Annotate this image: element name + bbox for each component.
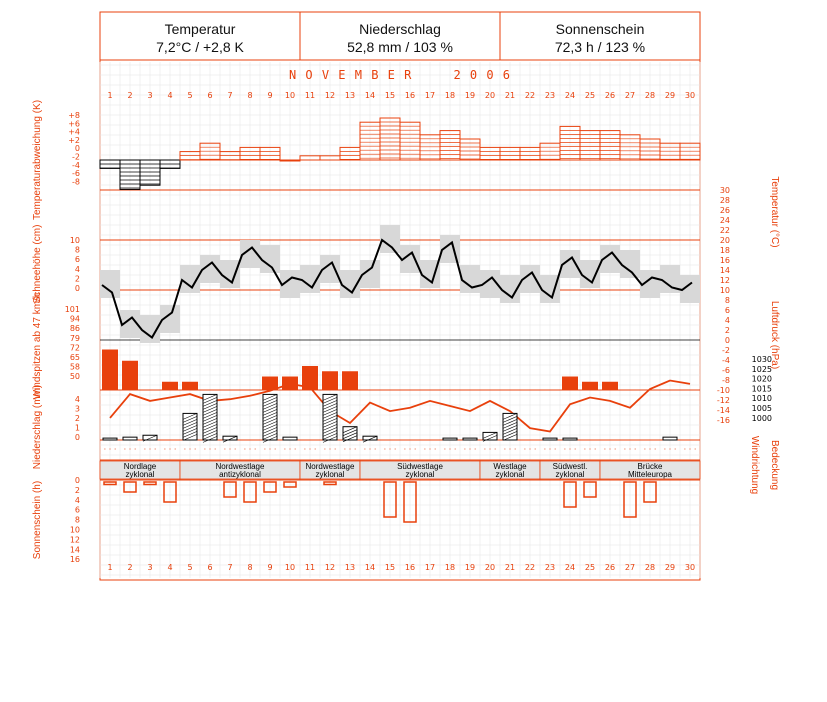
day-label-bottom: 6 (207, 563, 213, 572)
sun-tick: 2 (74, 485, 80, 495)
axis-title-snow: Schneehöhe (cm) (32, 224, 43, 304)
day-label-top: 17 (424, 91, 436, 100)
sun-tick: 4 (74, 495, 80, 505)
pressure-tick: 1005 (751, 404, 772, 413)
sun-tick: 16 (69, 555, 80, 565)
day-label-bottom: 3 (147, 563, 153, 572)
wind-tick: 72 (69, 343, 80, 353)
day-label-bottom: 28 (644, 563, 656, 572)
temp-right-tick: 30 (719, 186, 730, 195)
wind-dir-mark: · · · (483, 445, 497, 454)
axis-title-pressure: Luftdruck (hPa) (769, 300, 780, 370)
wind-dir-mark: · · · (303, 445, 317, 454)
month-label: N O V E M B E R 2 0 0 6 (288, 68, 512, 82)
wind-tick: 65 (69, 353, 80, 362)
day-label-top: 26 (604, 91, 616, 100)
temp-value: 7,2°C / +2,8 K (156, 39, 244, 55)
day-label-top: 28 (644, 91, 656, 100)
temp-right-tick: -4 (722, 356, 730, 365)
temp-range-band (260, 245, 280, 273)
pressure-tick: 1015 (751, 384, 772, 394)
weather-type-label: Nordlage (123, 462, 157, 471)
day-label-top: 18 (444, 91, 456, 100)
temp-right-tick: 8 (724, 296, 730, 305)
temp-right-tick: -6 (722, 366, 730, 375)
temp-range-band (580, 260, 600, 288)
weather-type-label: zyklonal (315, 470, 345, 479)
wind-gust-bar (322, 371, 338, 390)
wind-dir-mark: · · · (523, 445, 537, 454)
axis-title-sun: Sonnenschein (h) (32, 480, 43, 560)
wind-dir-mark: · · · (563, 445, 577, 454)
weather-type-label: zyklonal (405, 470, 435, 479)
weather-type-label: zyklonal (125, 470, 155, 479)
wind-dir-mark: · · · (363, 445, 377, 454)
day-label-top: 7 (227, 91, 233, 100)
day-label-top: 1 (107, 91, 113, 100)
temp-dev-bar (280, 160, 300, 161)
wind-dir-mark: · · · (543, 445, 557, 454)
precip-bar (663, 437, 677, 440)
wind-dir-mark: · · · (223, 445, 237, 454)
temp-right-tick: 6 (724, 306, 730, 315)
wind-gust-bar (122, 361, 138, 390)
pressure-tick: 1025 (751, 364, 772, 374)
temp-right-tick: -16 (716, 416, 730, 425)
wind-gust-bar (562, 377, 578, 391)
temp-right-tick: -10 (716, 386, 730, 395)
sun-tick: 8 (74, 515, 80, 525)
precip-bar (463, 438, 477, 440)
axis-title-wind-dir: Windrichtung (749, 435, 760, 495)
weather-types-row (100, 461, 700, 479)
day-label-top: 29 (664, 91, 676, 100)
day-label-bottom: 14 (364, 563, 376, 572)
day-label-top: 15 (384, 91, 396, 100)
day-label-top: 22 (524, 91, 536, 100)
wind-dir-mark: · · · (283, 445, 297, 454)
temp-dev-tick: -8 (72, 177, 80, 187)
day-label-bottom: 22 (524, 563, 536, 572)
day-label-bottom: 30 (684, 563, 696, 572)
day-label-top: 6 (207, 91, 213, 100)
temp-right-tick: 4 (724, 316, 730, 325)
temp-range-band (460, 265, 480, 293)
temp-range-band (220, 260, 240, 288)
precip-bar (123, 437, 137, 440)
day-label-top: 2 (127, 91, 133, 100)
temp-right-tick: -12 (716, 396, 730, 405)
day-label-top: 24 (564, 91, 576, 100)
wind-dir-mark: · · · (163, 445, 177, 454)
wind-dir-mark: · · · (103, 445, 117, 454)
wind-dir-mark: · · · (643, 445, 657, 454)
weather-type-label: Südwestl. (552, 462, 588, 471)
pressure-tick: 1020 (751, 374, 772, 384)
day-label-top: 27 (624, 91, 636, 100)
day-label-top: 3 (147, 91, 153, 100)
day-label-bottom: 4 (167, 563, 173, 572)
temp-right-tick: 16 (719, 256, 730, 265)
pressure-tick: 1000 (751, 413, 772, 423)
wind-tick: 79 (69, 333, 80, 343)
day-label-top: 21 (504, 91, 516, 100)
snow-tick: 6 (74, 255, 80, 265)
precip-bar (563, 438, 577, 440)
day-label-top: 5 (187, 91, 193, 100)
wind-gust-bar (182, 382, 198, 390)
wind-dir-mark: · · · (623, 445, 637, 454)
wind-gust-bar (582, 382, 598, 390)
wind-dir-mark: · · · (143, 445, 157, 454)
weather-type-label: Nordwestlage (305, 462, 355, 471)
sun-value: 72,3 h / 123 % (554, 39, 646, 55)
precip-bar (543, 438, 557, 440)
day-label-bottom: 16 (404, 563, 416, 572)
day-label-top: 23 (544, 91, 556, 100)
temp-dev-tick: +8 (68, 111, 80, 120)
precip-tick: 3 (74, 404, 80, 414)
temp-dev-tick: +6 (68, 119, 80, 129)
temp-title: Temperatur (164, 21, 236, 37)
weather-type-label: Westlage (493, 462, 527, 471)
wind-dir-mark: · · · (503, 445, 517, 454)
wind-dir-mark: · · · (583, 445, 597, 454)
day-label-bottom: 24 (564, 563, 576, 572)
wind-dir-mark: · · · (383, 445, 397, 454)
day-label-top: 12 (324, 91, 336, 100)
temp-right-tick: 24 (719, 216, 730, 225)
axis-title-temp-right: Temperatur (°C) (769, 176, 780, 248)
temp-right-tick: 18 (719, 246, 730, 255)
day-label-top: 13 (344, 91, 356, 100)
day-label-bottom: 11 (304, 563, 316, 572)
day-label-top: 14 (364, 91, 376, 100)
precip-bar (443, 438, 457, 440)
temp-right-tick: 14 (719, 266, 730, 275)
weather-type-label: antizyklonal (219, 470, 261, 479)
temp-dev-tick: 0 (74, 144, 80, 154)
day-label-bottom: 8 (247, 563, 253, 572)
wind-dir-mark: · · · (423, 445, 437, 454)
weather-type-label: Mitteleuropa (627, 470, 673, 479)
precip-tick: 0 (74, 433, 80, 442)
wind-dir-mark: · · · (203, 445, 217, 454)
day-label-bottom: 19 (464, 563, 476, 572)
wind-dir-mark: · · · (443, 445, 457, 454)
day-label-bottom: 21 (504, 563, 516, 572)
sun-tick: 6 (74, 505, 80, 515)
day-label-bottom: 10 (284, 563, 296, 572)
weather-type-label: Brücke (637, 462, 663, 471)
day-label-bottom: 1 (107, 563, 113, 572)
day-label-bottom: 15 (384, 563, 396, 572)
day-label-top: 11 (304, 91, 316, 100)
weather-type-label: Nordwestlage (215, 462, 265, 471)
day-label-top: 8 (247, 91, 253, 100)
day-label-bottom: 7 (227, 563, 233, 572)
wind-dir-mark: · · · (123, 445, 137, 454)
temp-right-tick: 22 (719, 226, 730, 235)
sun-tick: 14 (69, 545, 80, 555)
temp-right-tick: 26 (719, 206, 730, 215)
day-label-bottom: 18 (444, 563, 456, 572)
temp-dev-tick: +2 (68, 135, 80, 145)
precip-bar (283, 437, 297, 440)
temp-dev-tick: -2 (72, 152, 80, 162)
wind-tick: 86 (69, 324, 80, 334)
temp-right-tick: 0 (724, 336, 730, 345)
pressure-tick: 1030 (751, 355, 772, 364)
temp-dev-tick: +4 (68, 127, 80, 137)
weather-type-label: zyklonal (495, 470, 525, 479)
temp-right-tick: -2 (722, 346, 730, 355)
precip-tick: 4 (74, 395, 80, 404)
pressure-tick: 1010 (751, 394, 772, 404)
temp-dev-tick: -6 (72, 169, 80, 179)
temp-right-tick: -8 (722, 376, 730, 385)
day-label-top: 19 (464, 91, 476, 100)
day-label-bottom: 9 (267, 563, 273, 572)
day-label-bottom: 2 (127, 563, 133, 572)
day-label-bottom: 17 (424, 563, 436, 572)
precip-bar (103, 438, 117, 440)
temp-right-tick: 20 (719, 236, 730, 245)
temp-right-tick: -14 (716, 406, 730, 415)
precip-title: Niederschlag (359, 21, 441, 37)
day-label-top: 16 (404, 91, 416, 100)
wind-tick: 50 (69, 372, 80, 382)
wind-dir-mark: · · · (463, 445, 477, 454)
temp-range-band (620, 250, 640, 278)
snow-tick: 8 (74, 245, 80, 255)
sun-tick: 0 (74, 476, 80, 485)
day-label-bottom: 13 (344, 563, 356, 572)
day-label-top: 20 (484, 91, 496, 100)
temp-right-tick: 28 (719, 196, 730, 205)
day-label-top: 10 (284, 91, 296, 100)
wind-dir-mark: · · · (323, 445, 337, 454)
axis-title-precip: Niederschlag (mm) (32, 384, 43, 470)
wind-tick: 101 (64, 305, 80, 314)
temp-range-band (380, 225, 400, 253)
wind-dir-mark: · · · (683, 445, 697, 454)
wind-gust-bar (342, 371, 358, 390)
axis-title-temp-dev: Temperaturabweichung (K) (32, 99, 43, 221)
wind-tick: 58 (69, 362, 80, 372)
axis-title-cloud: Bedeckung (769, 439, 780, 491)
day-label-bottom: 26 (604, 563, 616, 572)
day-label-bottom: 12 (324, 563, 336, 572)
day-label-top: 25 (584, 91, 596, 100)
wind-dir-mark: · · · (343, 445, 357, 454)
wind-dir-mark: · · · (243, 445, 257, 454)
wind-dir-mark: · · · (403, 445, 417, 454)
day-label-top: 4 (167, 91, 173, 100)
axis-title-wind: Windspitzen ab 47 km/h (32, 292, 43, 400)
snow-tick: 10 (69, 236, 80, 245)
temp-range-band (100, 270, 120, 298)
snow-tick: 2 (74, 274, 80, 284)
wind-dir-mark: · · · (603, 445, 617, 454)
day-label-bottom: 23 (544, 563, 556, 572)
day-label-bottom: 27 (624, 563, 636, 572)
weather-type-label: zyklonal (555, 470, 585, 479)
day-label-bottom: 29 (664, 563, 676, 572)
temp-dev-tick: -4 (72, 160, 80, 170)
sun-title: Sonnenschein (555, 21, 645, 37)
day-label-bottom: 5 (187, 563, 193, 572)
day-label-bottom: 25 (584, 563, 596, 572)
wind-tick: 94 (69, 314, 80, 324)
precip-value: 52,8 mm / 103 % (347, 39, 453, 55)
wind-gust-bar (602, 382, 618, 390)
precip-tick: 2 (74, 414, 80, 423)
sun-tick: 12 (69, 535, 80, 545)
wind-gust-bar (102, 350, 118, 391)
wind-gust-bar (162, 382, 178, 390)
wind-dir-mark: · · · (263, 445, 277, 454)
temp-right-tick: 10 (719, 286, 730, 295)
precip-tick: 1 (74, 423, 80, 433)
day-label-top: 30 (684, 91, 696, 100)
day-label-bottom: 20 (484, 563, 496, 572)
wind-dir-mark: · · · (183, 445, 197, 454)
wind-dir-mark: · · · (663, 445, 677, 454)
snow-tick: 4 (74, 264, 80, 274)
temp-right-tick: 2 (724, 326, 730, 335)
temp-right-tick: 12 (719, 276, 730, 285)
weather-type-label: Südwestlage (397, 462, 443, 471)
day-label-top: 9 (267, 91, 273, 100)
sun-tick: 10 (69, 525, 80, 535)
snow-tick: 0 (74, 284, 80, 293)
